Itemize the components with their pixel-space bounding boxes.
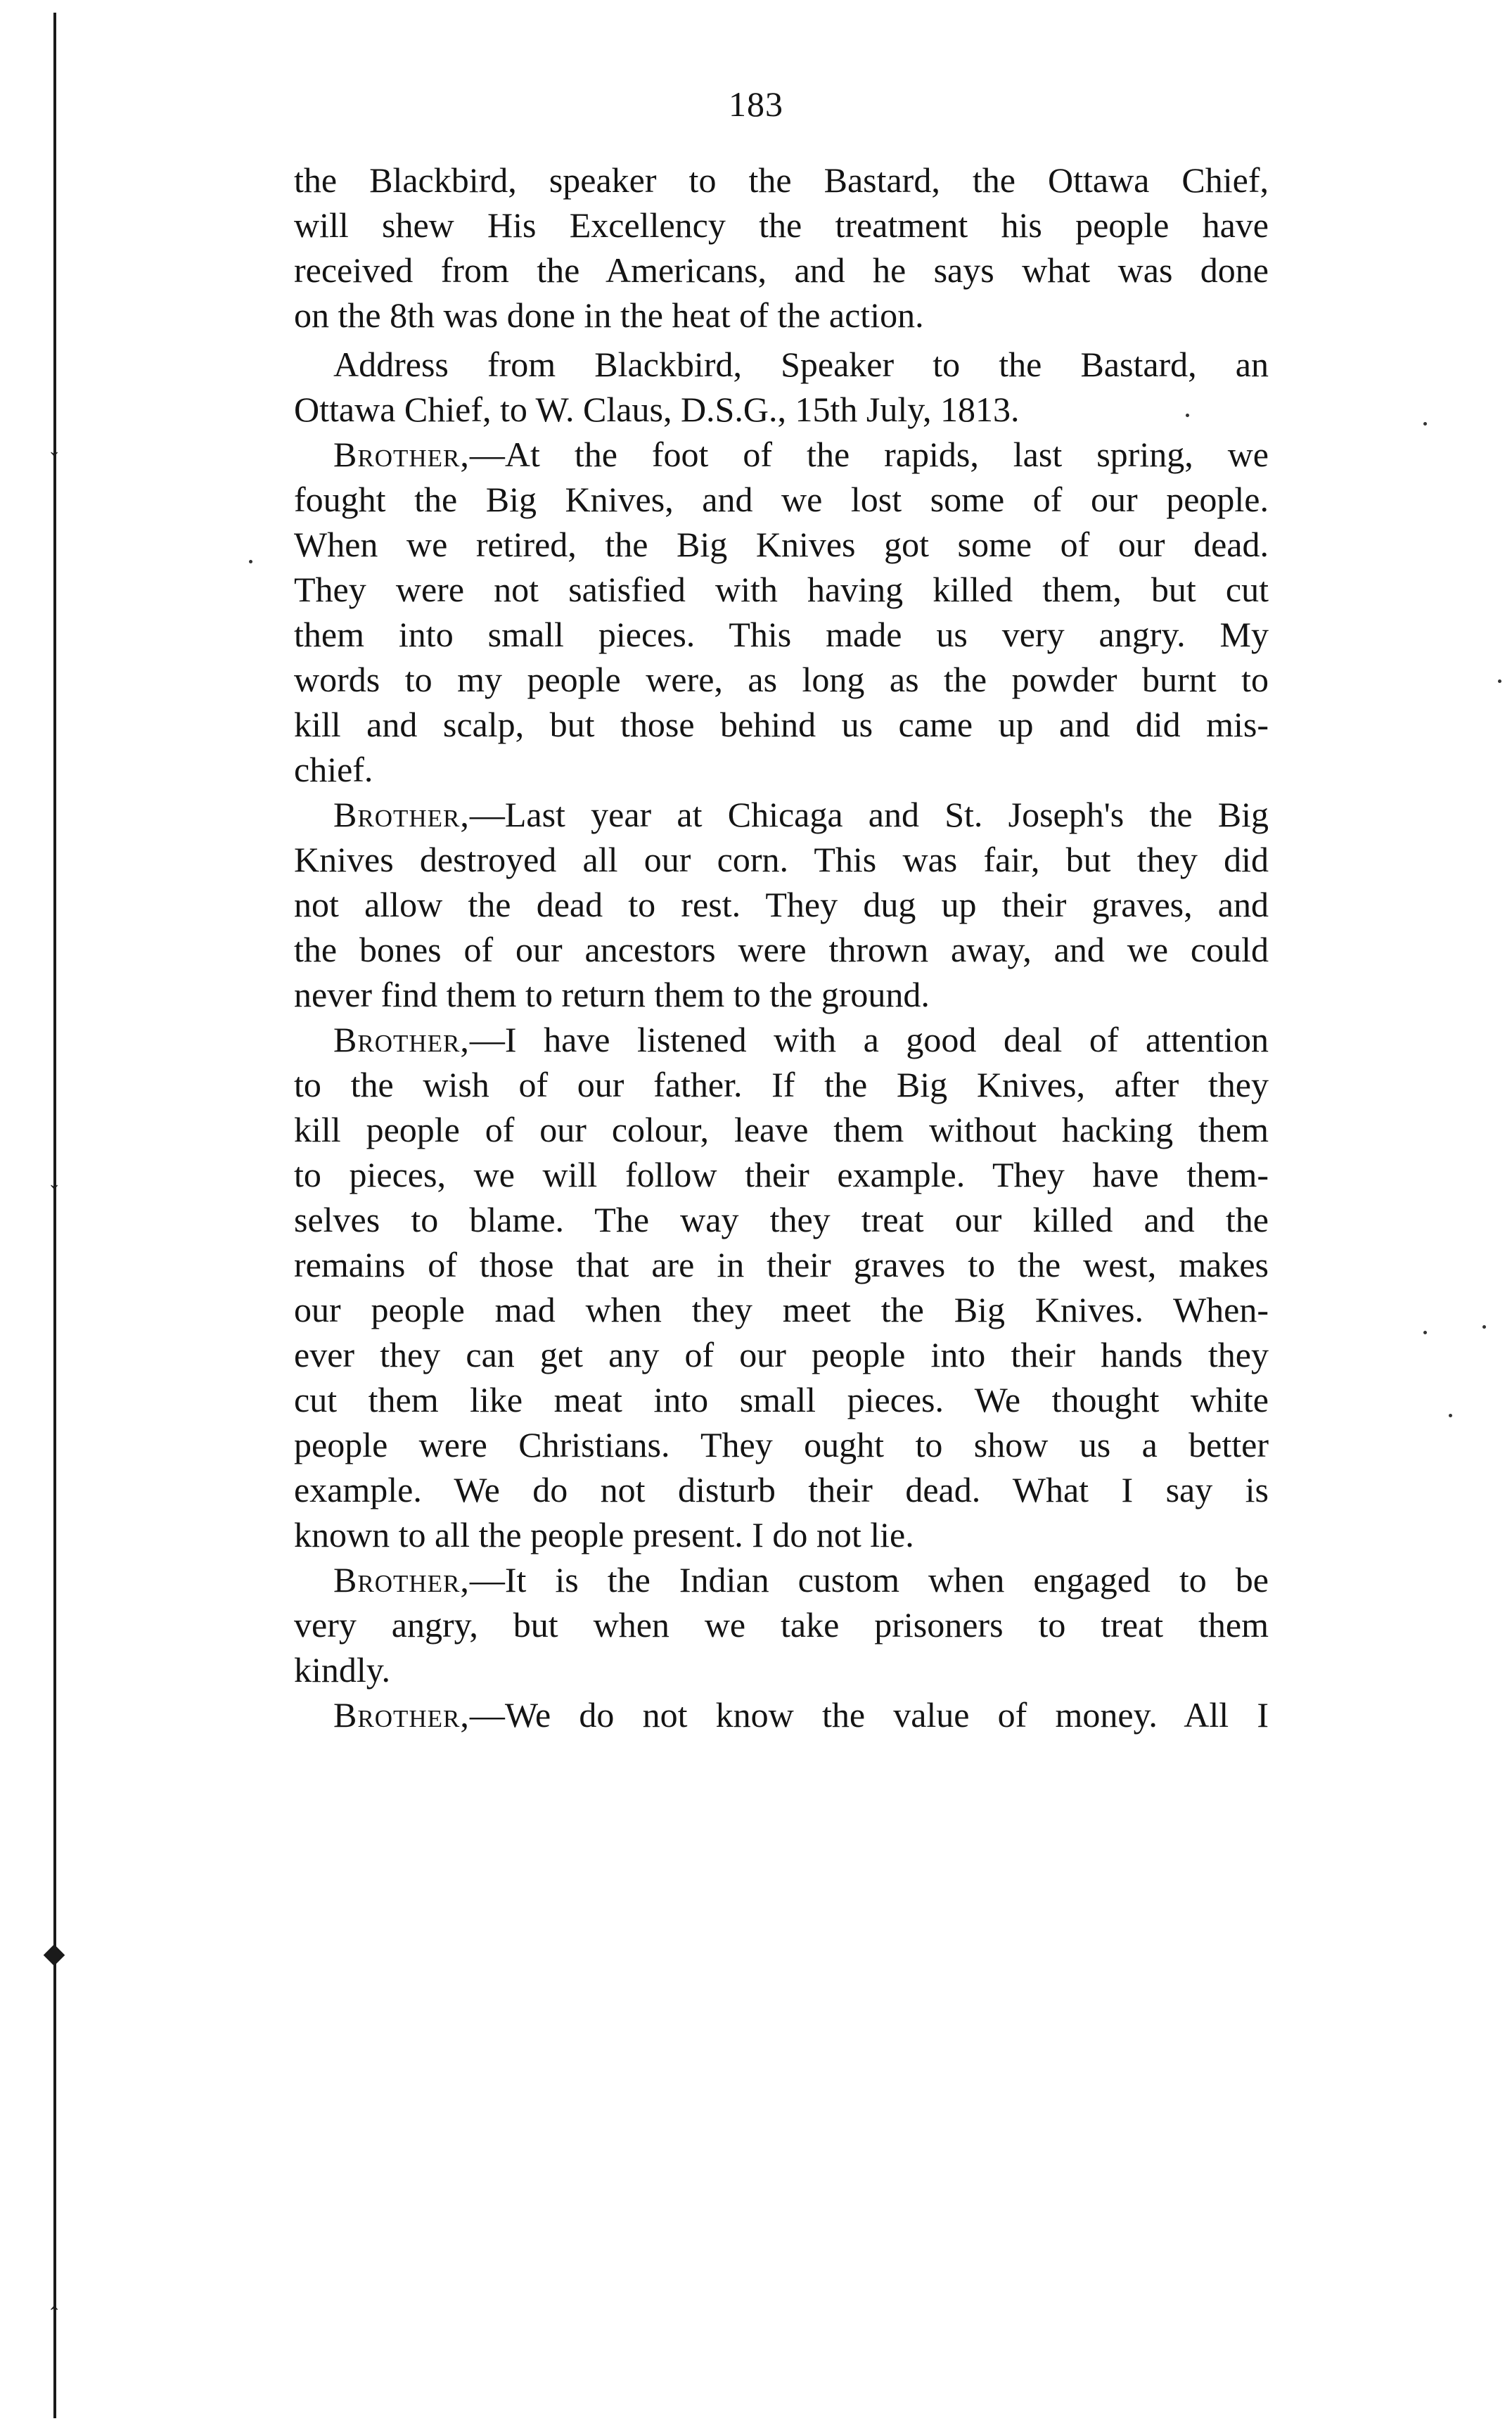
text-line bbox=[294, 1152, 1269, 1197]
line-text: kill and scalp, but those behind us came up and did mis- bbox=[294, 705, 1269, 744]
text-line bbox=[294, 342, 1269, 387]
line-text: kindly. bbox=[294, 1650, 391, 1690]
line-text: Knives destroyed all our corn. This was fair, but they did bbox=[294, 840, 1269, 879]
line-text: They were not satisfied with having killed them, but cut bbox=[294, 570, 1269, 609]
text-line bbox=[294, 1287, 1269, 1332]
line-text: Address from Blackbird, Speaker to the Bastard, an bbox=[333, 345, 1269, 384]
line-text: —At the foot of the rapids, last spring, we bbox=[469, 435, 1269, 474]
scan-speck bbox=[1482, 1325, 1486, 1329]
text-line bbox=[294, 972, 1269, 1017]
scan-speck bbox=[249, 560, 252, 563]
text-line bbox=[294, 747, 1269, 792]
text-line bbox=[294, 567, 1269, 612]
text-line bbox=[294, 1512, 1269, 1557]
line-text: known to all the people present. I do not lie. bbox=[294, 1515, 914, 1554]
line-text: ever they can get any of our people into their hands they bbox=[294, 1335, 1269, 1374]
scan-speck bbox=[1423, 422, 1427, 426]
text-line bbox=[294, 387, 1269, 432]
text-line bbox=[294, 158, 1269, 203]
scan-speck bbox=[1498, 679, 1501, 683]
body-text bbox=[294, 158, 1269, 1737]
text-line bbox=[294, 1692, 1269, 1737]
line-text: —Last year at Chicaga and St. Joseph's the Big bbox=[469, 795, 1269, 834]
line-text: cut them like meat into small pieces. We thought white bbox=[294, 1380, 1269, 1419]
text-line bbox=[294, 1242, 1269, 1287]
margin-blot-mark: ◆ bbox=[43, 1937, 65, 1969]
line-text: selves to blame. The way they treat our killed and the bbox=[294, 1200, 1269, 1239]
scan-speck bbox=[1449, 1414, 1452, 1417]
text-line bbox=[294, 702, 1269, 747]
line-text: kill people of our colour, leave them without hacking them bbox=[294, 1110, 1269, 1149]
text-line bbox=[294, 1332, 1269, 1377]
line-text: —I have listened with a good deal of attention bbox=[469, 1020, 1269, 1059]
text-line bbox=[294, 1422, 1269, 1467]
text-line bbox=[294, 612, 1269, 657]
line-text: remains of those that are in their graves to the west, makes bbox=[294, 1245, 1269, 1284]
line-text: them into small pieces. This made us very angry. My bbox=[294, 615, 1269, 654]
line-text: people were Christians. They ought to show us a better bbox=[294, 1425, 1269, 1464]
line-text: words to my people were, as long as the powder burnt to bbox=[294, 660, 1269, 699]
text-line bbox=[294, 522, 1269, 567]
salutation: Brother, bbox=[333, 1695, 470, 1735]
line-text: Ottawa Chief, to W. Claus, D.S.G., 15th July, 1813. bbox=[294, 390, 1020, 429]
line-text: will shew His Excellency the treatment his people have bbox=[294, 205, 1269, 245]
line-text: to pieces, we will follow their example. They have them- bbox=[294, 1155, 1269, 1194]
line-text: very angry, but when we take prisoners to treat them bbox=[294, 1605, 1269, 1645]
line-text: the bones of our ancestors were thrown away, and we could bbox=[294, 930, 1269, 969]
text-line bbox=[294, 1107, 1269, 1152]
salutation: Brother, bbox=[333, 1020, 470, 1059]
salutation: Brother, bbox=[333, 795, 470, 834]
text-line bbox=[294, 432, 1269, 477]
text-line bbox=[294, 657, 1269, 702]
text-line bbox=[294, 1197, 1269, 1242]
text-line bbox=[294, 248, 1269, 293]
page-number: 183 bbox=[729, 84, 783, 124]
line-text: example. We do not disturb their dead. What I say is bbox=[294, 1470, 1269, 1509]
line-text: received from the Americans, and he says what was done bbox=[294, 250, 1269, 290]
text-line bbox=[294, 1602, 1269, 1647]
line-text: not allow the dead to rest. They dug up their graves, and bbox=[294, 885, 1269, 924]
scan-speck bbox=[1423, 1331, 1427, 1334]
text-line bbox=[294, 882, 1269, 927]
margin-arrow-mark: ↓ bbox=[47, 430, 61, 462]
text-line bbox=[294, 837, 1269, 882]
binding-edge-rule bbox=[53, 13, 56, 2418]
text-line bbox=[294, 792, 1269, 837]
text-line bbox=[294, 1557, 1269, 1602]
line-text: on the 8th was done in the heat of the action. bbox=[294, 295, 924, 335]
text-line bbox=[294, 1467, 1269, 1512]
salutation: Brother, bbox=[333, 435, 470, 474]
line-text: —We do not know the value of money. All I bbox=[469, 1695, 1269, 1735]
text-line bbox=[294, 477, 1269, 522]
margin-arrow-mark: ↑ bbox=[47, 2296, 61, 2327]
text-line bbox=[294, 203, 1269, 248]
line-text: the Blackbird, speaker to the Bastard, the Ottawa Chief, bbox=[294, 160, 1269, 200]
text-line bbox=[294, 1017, 1269, 1062]
text-line bbox=[294, 1062, 1269, 1107]
text-line bbox=[294, 1377, 1269, 1422]
line-text: When we retired, the Big Knives got some of our dead. bbox=[294, 525, 1269, 564]
salutation: Brother, bbox=[333, 1560, 470, 1599]
line-text: fought the Big Knives, and we lost some of our people. bbox=[294, 480, 1269, 519]
text-line bbox=[294, 1647, 1269, 1692]
line-text: our people mad when they meet the Big Knives. When- bbox=[294, 1290, 1269, 1329]
line-text: —It is the Indian custom when engaged to be bbox=[469, 1560, 1269, 1599]
margin-arrow-mark: ↓ bbox=[47, 1163, 61, 1195]
line-text: chief. bbox=[294, 750, 373, 789]
line-text: never find them to return them to the ground. bbox=[294, 975, 930, 1014]
line-text: to the wish of our father. If the Big Knives, after they bbox=[294, 1065, 1269, 1104]
text-line bbox=[294, 293, 1269, 338]
text-line bbox=[294, 927, 1269, 972]
